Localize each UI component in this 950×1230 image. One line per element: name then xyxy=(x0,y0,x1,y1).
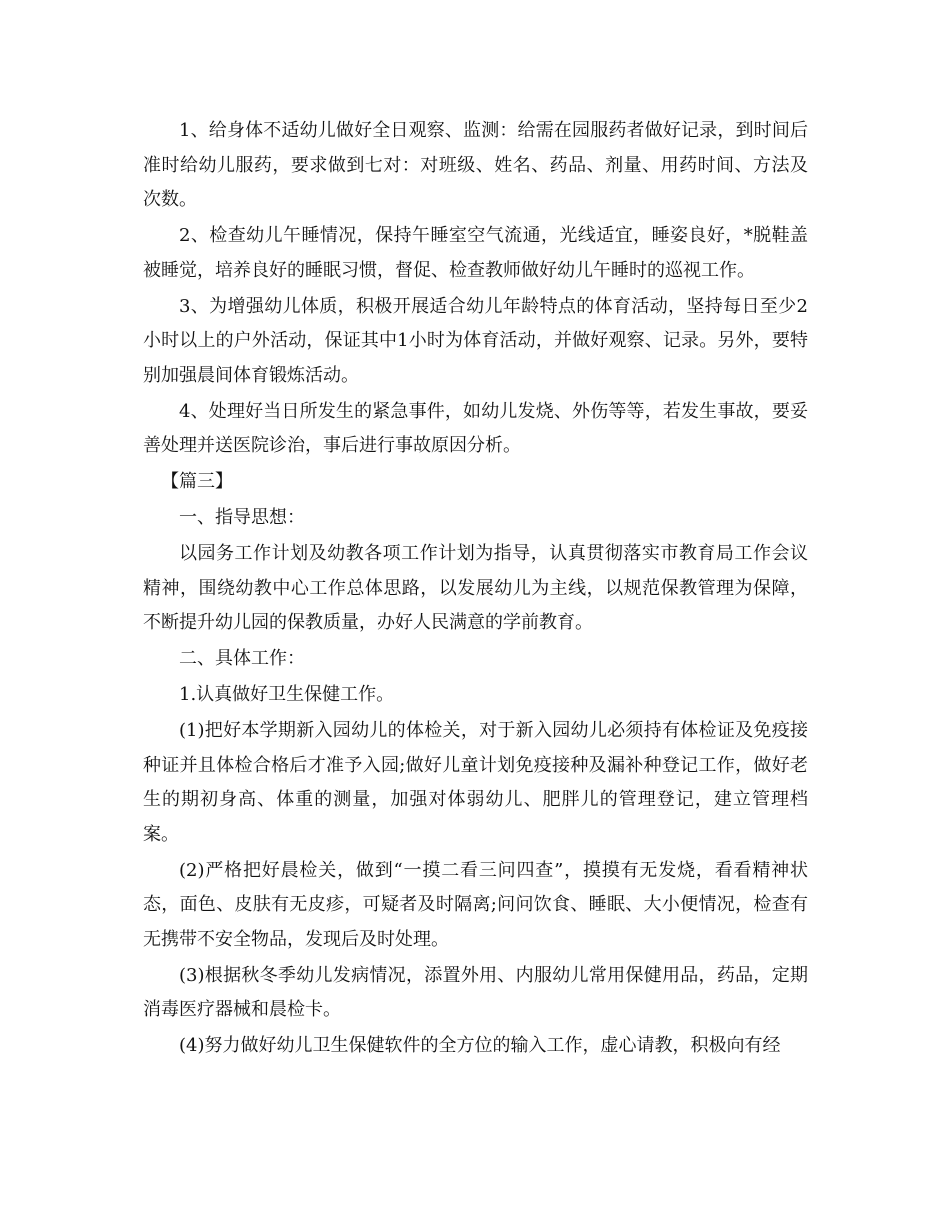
paragraph-item-health-4: (4)努力做好幼儿卫生保健软件的全方位的输入工作，虚心请教，积极向有经 xyxy=(179,1035,781,1056)
paragraph-guiding-thought: 以园务工作计划及幼教各项工作计划为指导，认真贯彻落实市教育局工作会议精神，围绕幼教中心工作总体思路，以发展幼儿为主线，以规范保教管理为保障，不断提升幼儿园的保教质量，办好人民满意的学前教育。 xyxy=(143,543,808,633)
subheading-health-work: 1.认真做好卫生保健工作。 xyxy=(179,684,395,705)
paragraph-item-1: 1、给身体不适幼儿做好全日观察、监测：给需在园服药者做好记录，到时间后准时给幼儿服药，要求做到七对：对班级、姓名、药品、剂量、用药时间、方法及次数。 xyxy=(143,120,808,210)
paragraph-item-3: 3、为增强幼儿体质，积极开展适合幼儿年龄特点的体育活动，坚持每日至少2小时以上的户外活动，保证其中1小时为体育活动，并做好观察、记录。另外，要特别加强晨间体育锻炼活动。 xyxy=(143,295,808,386)
document-body xyxy=(143,114,808,1065)
subheading-specific-work: 二、具体工作： xyxy=(179,648,305,669)
paragraph-item-2: 2、检查幼儿午睡情况，保持午睡室空气流通，光线适宜，睡姿良好，*脱鞋盖被睡觉，培养良好的睡眠习惯，督促、检查教师做好幼儿午睡时的巡视工作。 xyxy=(143,225,808,281)
paragraph-item-health-2: (2)严格把好晨检关，做到“一摸二看三问四查”，摸摸有无发烧，看看精神状态，面色、皮肤有无皮疹，可疑者及时隔离;问问饮食、睡眠、大小便情况，检查有无携带不安全物品，发现后及时处理。 xyxy=(143,859,808,950)
paragraph-item-4: 4、处理好当日所发生的紧急事件，如幼儿发烧、外伤等等，若发生事故，要妥善处理并送医院诊治，事后进行事故原因分析。 xyxy=(143,400,808,456)
paragraph-item-health-3: (3)根据秋冬季幼儿发病情况，添置外用、内服幼儿常用保健用品，药品，定期消毒医疗器械和晨检卡。 xyxy=(143,964,808,1020)
paragraph-item-health-1: (1)把好本学期新入园幼儿的体检关，对于新入园幼儿必须持有体检证及免疫接种证并且体检合格后才准予入园;做好儿童计划免疫接种及漏补种登记工作，做好老生的期初身高、体重的测量，加强对体弱幼儿、肥胖儿的管理登记，建立管理档案。 xyxy=(143,720,808,845)
subheading-guiding-thought: 一、指导思想： xyxy=(179,507,305,528)
section-heading: 【篇三】 xyxy=(161,471,233,492)
